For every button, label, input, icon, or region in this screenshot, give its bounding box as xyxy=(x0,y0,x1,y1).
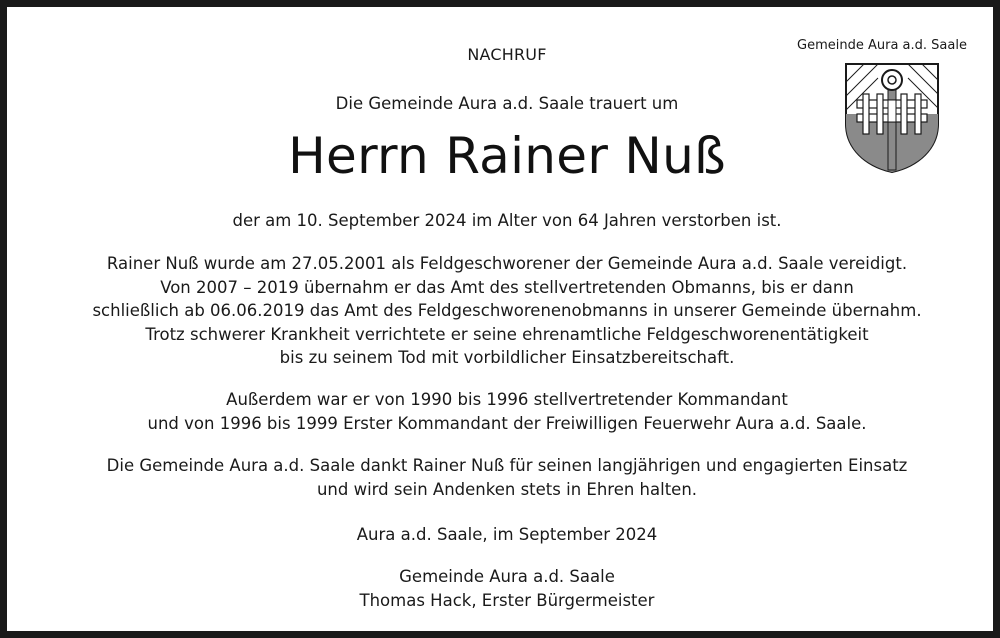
paragraph-line: Trotz schwerer Krankheit verrichtete er seine ehrenamtliche Feldgeschworenentätigkeit xyxy=(145,324,869,344)
signature-block xyxy=(7,565,1000,612)
paragraph-line: und von 1996 bis 1999 Erster Kommandant der Freiwilligen Feuerwehr Aura a.d. Saale. xyxy=(147,413,867,433)
place-date: Aura a.d. Saale, im September 2024 xyxy=(356,525,658,544)
paragraph-line: schließlich ab 06.06.2019 das Amt des Feldgeschworenenobmanns in unserer Gemeinde übernahm. xyxy=(92,301,922,320)
signature-organization: Gemeinde Aura a.d. Saale xyxy=(399,567,615,586)
paragraph-line: bis zu seinem Tod mit vorbildlicher Einsatzbereitschaft. xyxy=(279,348,735,367)
crest-caption: Gemeinde Aura a.d. Saale xyxy=(797,38,967,53)
deceased-name: Herrn Rainer Nuß xyxy=(288,127,726,185)
paragraph-line: und wird sein Andenken stets in Ehren halten. xyxy=(316,479,698,499)
death-line: der am 10. September 2024 im Alter von 64 Jahren verstorben ist. xyxy=(232,211,782,230)
paragraph-thanks xyxy=(7,454,1000,501)
paragraph-line: Außerdem war er von 1990 bis 1996 stellvertretender Kommandant xyxy=(226,390,788,409)
paragraph-line: Die Gemeinde Aura a.d. Saale dankt Rainer Nuß für seinen langjährigen und engagierten Einsatz xyxy=(106,456,908,475)
coat-of-arms-icon xyxy=(843,62,941,174)
paragraph-line: Rainer Nuß wurde am 27.05.2001 als Feldgeschworener der Gemeinde Aura a.d. Saale vereidigt. xyxy=(106,254,908,273)
paragraph-service xyxy=(7,252,1000,370)
municipal-crest xyxy=(797,38,967,53)
notice-label: NACHRUF xyxy=(467,45,547,64)
intro-line: Die Gemeinde Aura a.d. Saale trauert um xyxy=(335,94,679,113)
paragraph-line: Von 2007 – 2019 übernahm er das Amt des stellvertretenden Obmanns, bis er dann xyxy=(160,277,854,297)
signature-signer: Thomas Hack, Erster Bürgermeister xyxy=(359,590,655,610)
paragraph-fire-brigade xyxy=(7,388,1000,435)
